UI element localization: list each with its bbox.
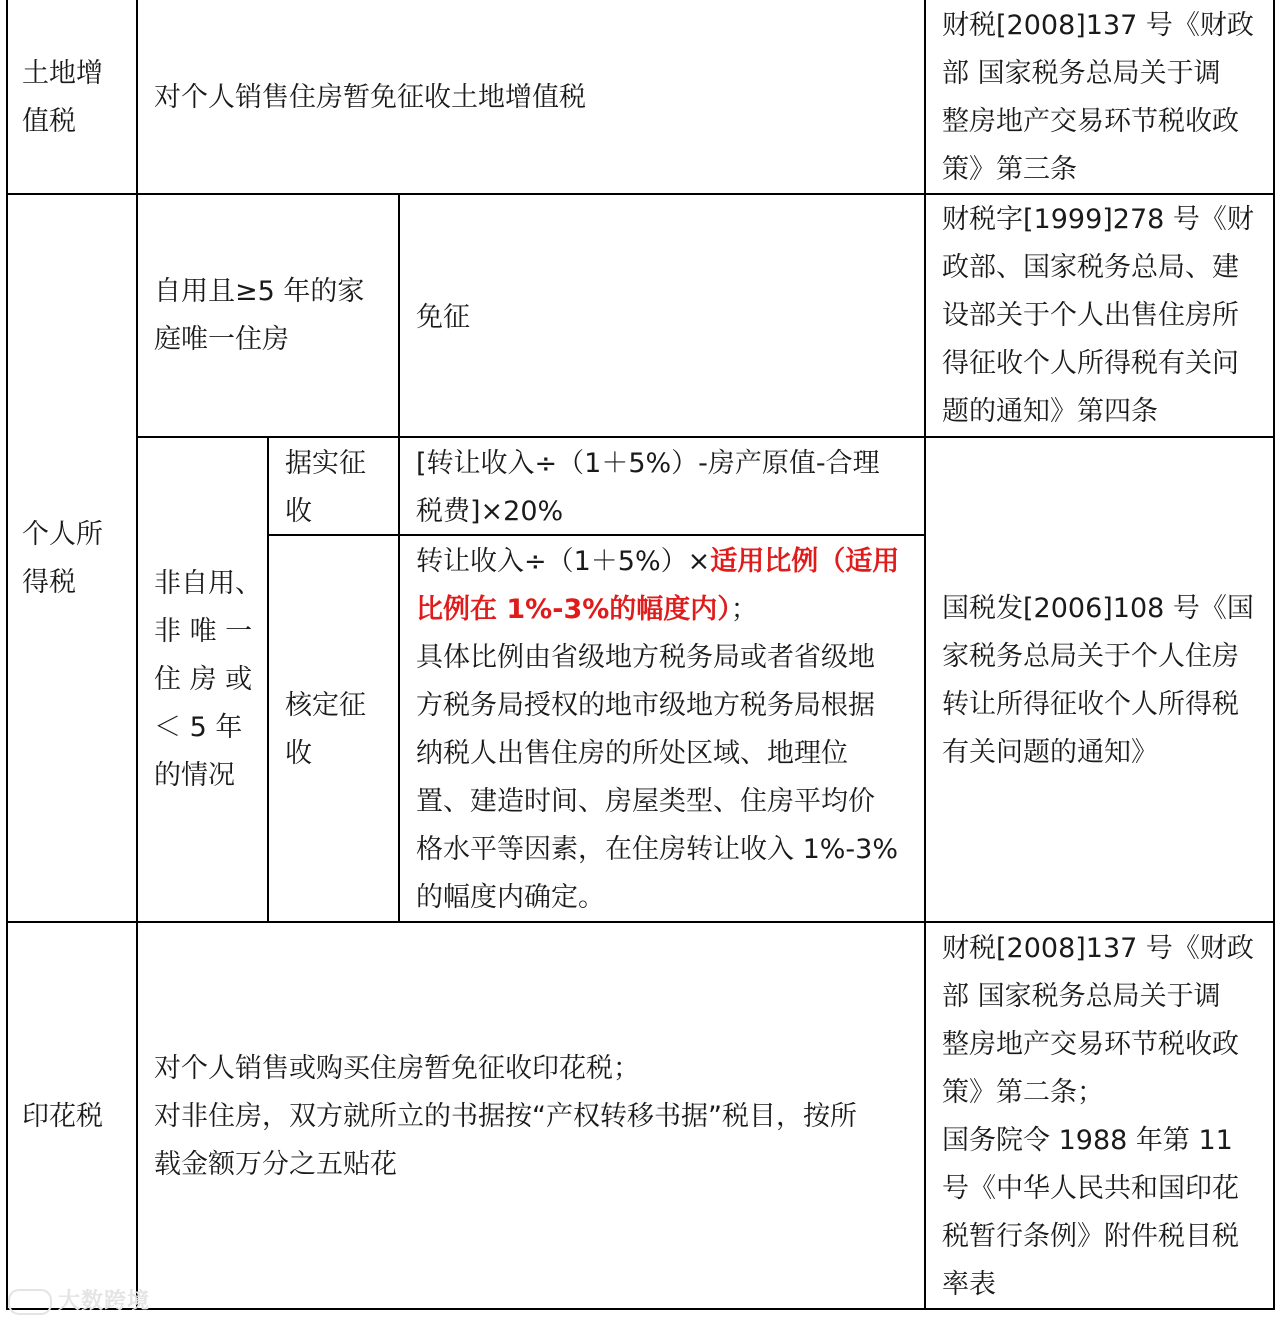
land-vat-policy: 对个人销售住房暂免征收土地增值税 xyxy=(154,82,586,113)
self-use-policy: 免征 xyxy=(416,302,470,333)
stamp-tax-name: 印花税 xyxy=(22,1101,103,1132)
grid-line xyxy=(924,0,926,1310)
formula-highlight: 比例在 1%-3%的幅度内） xyxy=(416,594,731,625)
non-self-use-condition: 非自用、 非 唯 一 住 房 或 ＜ 5 年 的情况 xyxy=(154,568,262,791)
land-vat-basis: 财税[2008]137 号《财政 部 国家税务总局关于调 整房地产交易环节税收政 策》第三条 xyxy=(942,10,1254,185)
formula-prefix: 转让收入÷（1＋5%）× xyxy=(416,546,711,577)
stamp-tax-basis: 财税[2008]137 号《财政 部 国家税务总局关于调 整房地产交易环节税收政 策》第二条； 国务院令 1988 年第 11 号《中华人民共和国印花 税暂行条例》附件税目税 率表 xyxy=(942,933,1254,1300)
non-self-use-basis: 国税发[2006]108 号《国 家税务总局关于个人住房 转让所得征收个人所得税 有关问题的通知》 xyxy=(942,593,1254,768)
grid-line xyxy=(267,436,269,922)
assessed-formula: 转让收入÷（1＋5%）×适用比例（适用 比例在 1%-3%的幅度内）； 具体比例由省级地方税务局或者省级地 方税务局授权的地市级地方税务局根据 纳税人出售住房的所处区域、地理位 置、建造时间、房屋类型、住房平均价 格水平等因素，在住房转让收入 1%-3% 的幅度内确定。 xyxy=(416,546,900,913)
land-vat-name: 土地增 值税 xyxy=(22,58,103,137)
stamp-tax-policy: 对个人销售或购买住房暂免征收印花税； 对非住房，双方就所立的书据按“产权转移书据”税目，按所 载金额万分之五贴花 xyxy=(154,1053,857,1180)
actual-formula: [转让收入÷（1＋5%）-房产原值-合理 税费]×20% xyxy=(416,448,880,527)
actual-method: 据实征 收 xyxy=(285,448,366,527)
formula-suffix: ； xyxy=(730,594,758,625)
income-tax-name: 个人所 得税 xyxy=(22,519,103,598)
self-use-condition: 自用且≥5 年的家 庭唯一住房 xyxy=(154,276,365,355)
self-use-basis: 财税字[1999]278 号《财 政部、国家税务总局、建 设部关于个人出售住房所 得征收个人所得税有关问 题的通知》第四条 xyxy=(942,204,1254,427)
grid-line xyxy=(136,0,138,1310)
assessed-method: 核定征 收 xyxy=(285,690,366,769)
grid-line xyxy=(398,193,400,922)
watermark-logo-icon xyxy=(8,1289,52,1315)
formula-highlight: 适用比例（适用 xyxy=(710,546,900,577)
grid-line xyxy=(6,0,8,1310)
grid-line xyxy=(136,436,1275,438)
watermark: 大数跨境 xyxy=(8,1284,150,1315)
grid-line xyxy=(1273,0,1275,1310)
